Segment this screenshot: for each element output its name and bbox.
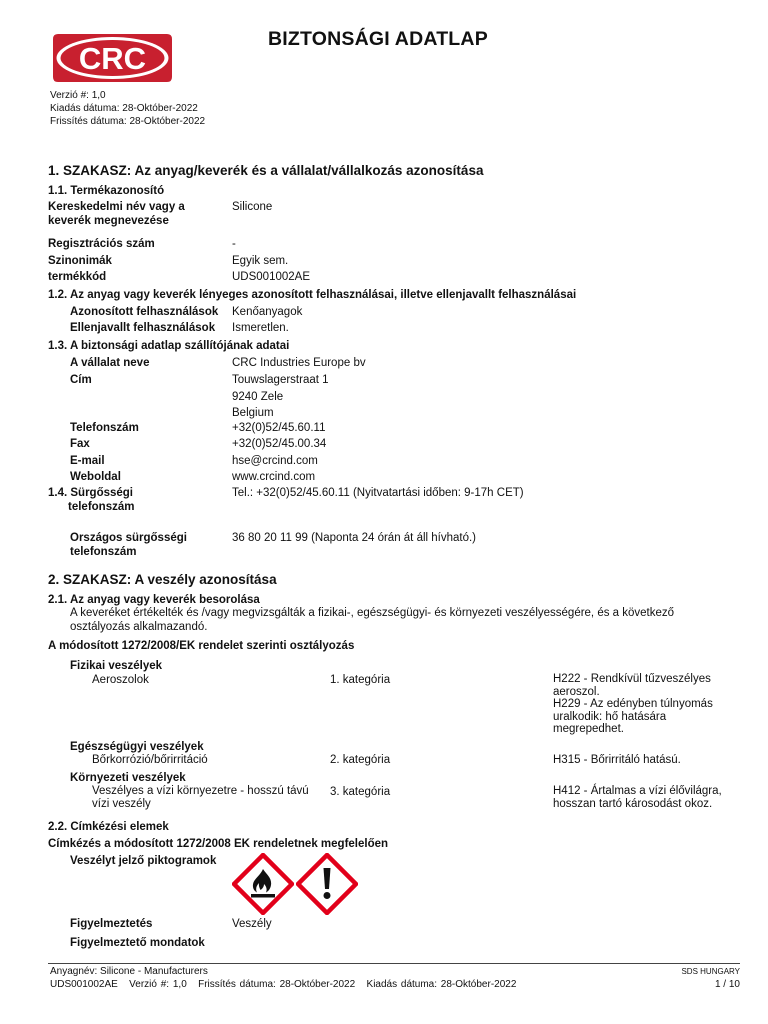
trade-name-label: Kereskedelmi név vagy a keverék megnevezése (48, 201, 185, 228)
exclamation-pictogram-icon (296, 853, 358, 915)
fax-label: Fax (70, 438, 90, 450)
company-value: CRC Industries Europe bv (232, 357, 366, 369)
document-title: BIZTONSÁGI ADATLAP (268, 28, 488, 50)
product-code-value: UDS001002AE (232, 271, 310, 283)
reg-label: Regisztrációs szám (48, 238, 155, 250)
issue-date: Kiadás dátuma: 28-Október-2022 (50, 103, 198, 114)
phone-value: +32(0)52/45.60.11 (232, 422, 326, 434)
contra-label: Ellenjavallt felhasználások (70, 322, 216, 334)
section2-1-heading: 2.1. Az anyag vagy keverék besorolása (48, 594, 260, 606)
section1-2-heading: 1.2. Az anyag vagy keverék lényeges azonosított felhasználásai, illetve ellenjavallt felhasználásai (48, 289, 577, 301)
section1-3-heading: 1.3. A biztonsági adatlap szállítójának adatai (48, 340, 290, 352)
address-value: Touwslagerstraat 1 9240 Zele Belgium (232, 374, 329, 419)
aquatic-hazard: H412 - Ártalmas a vízi élővilágra, hosszan tartó károsodást okoz. (553, 785, 722, 810)
footer-product-name: Anyagnév: Silicone - Manufacturers (50, 966, 208, 977)
web-value: www.crcind.com (232, 471, 316, 483)
footer-meta: UDS001002AE Verzió #: 1,0 Frissítés dátuma: 28-Október-2022 Kiadás dátuma: 28-Október-2022 (50, 979, 517, 990)
company-label: A vállalat neve (70, 357, 150, 369)
skin-label: Bőrkorrózió/bőrirritáció (92, 754, 208, 766)
email-value: hse@crcind.com (232, 455, 318, 467)
exclamation-pictogram (296, 853, 358, 915)
footer-divider (48, 963, 740, 964)
reg-value: - (232, 238, 236, 250)
classification-intro: A keveréket értékelték és /vagy megvizsgálták a fizikai-, egészségügyi- és környezeti veszélyességére, és a következő osztályozás alkalmazandó. (70, 607, 675, 634)
trade-name-value: Silicone (232, 201, 273, 213)
labelling-heading: Címkézés a módosított 1272/2008 EK rendeletnek megfelelően (48, 838, 389, 850)
regulation-heading: A módosított 1272/2008/EK rendelet szerinti osztályozás (48, 640, 355, 652)
section2-title: 2. SZAKASZ: A veszély azonosítása (48, 572, 277, 587)
national-emergency-value: 36 80 20 11 99 (Naponta 24 órán át áll hívható.) (232, 532, 477, 544)
flame-pictogram (232, 853, 294, 915)
aerosol-hazard-statements: H222 - Rendkívül tűzveszélyes aeroszol. H229 - Az edényben túlnyomás uralkodik: hő hatására megrepedhet. (553, 673, 713, 735)
skin-category: 2. kategória (330, 754, 391, 766)
logo-text: CRC (78, 41, 147, 76)
footer-page-number: 1 / 10 (714, 979, 740, 990)
phone-label: Telefonszám (70, 422, 139, 434)
aerosol-label: Aeroszolok (92, 674, 149, 686)
pictograms-label: Veszélyt jelző piktogramok (70, 855, 217, 867)
synonyms-label: Szinonimák (48, 255, 112, 267)
uses-label: Azonosított felhasználások (70, 306, 219, 318)
emergency-value: Tel.: +32(0)52/45.60.11 (Nyitvatartási időben: 9-17h CET) (232, 487, 524, 499)
aerosol-category: 1. kategória (330, 674, 391, 686)
emergency-label: 1.4. Sürgősségi telefonszám (48, 487, 135, 514)
aquatic-category: 3. kategória (330, 786, 391, 798)
uses-value: Kenőanyagok (232, 306, 303, 318)
version: Verzió #: 1,0 (50, 90, 106, 101)
footer-region: SDS HUNGARY (681, 967, 740, 976)
web-label: Weboldal (70, 471, 121, 483)
national-emergency-label: Országos sürgősségi telefonszám (70, 532, 187, 559)
aquatic-label: Veszélyes a vízi környezetre - hosszú távú vízi veszély (92, 785, 309, 810)
physical-hazards-heading: Fizikai veszélyek (70, 660, 163, 672)
crc-logo-icon (50, 30, 175, 86)
env-hazards-heading: Környezeti veszélyek (70, 772, 186, 784)
skin-hazard: H315 - Bőrirritáló hatású. (553, 754, 681, 766)
revision-date: Frissítés dátuma: 28-Október-2022 (50, 116, 206, 127)
hazard-statements-label: Figyelmeztető mondatok (70, 937, 205, 949)
contra-value: Ismeretlen. (232, 322, 289, 334)
fax-value: +32(0)52/45.00.34 (232, 438, 327, 450)
synonyms-value: Egyik sem. (232, 255, 289, 267)
crc-logo (50, 30, 175, 86)
email-label: E-mail (70, 455, 105, 467)
product-code-label: termékkód (48, 271, 107, 283)
address-label: Cím (70, 374, 92, 386)
section1-title: 1. SZAKASZ: Az anyag/keverék és a vállalat/vállalkozás azonosítása (48, 163, 484, 178)
signal-word-value: Veszély (232, 918, 272, 930)
section2-2-heading: 2.2. Címkézési elemek (48, 821, 169, 833)
flame-pictogram-icon (232, 853, 294, 915)
section1-1-heading: 1.1. Termékazonosító (48, 185, 165, 197)
health-hazards-heading: Egészségügyi veszélyek (70, 741, 204, 753)
signal-word-label: Figyelmeztetés (70, 918, 153, 930)
